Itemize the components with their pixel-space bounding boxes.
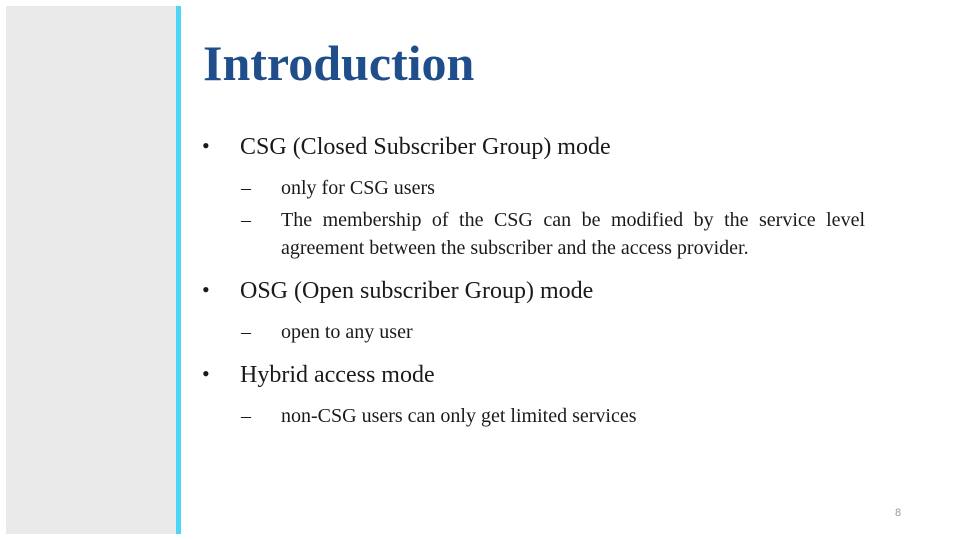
slide-number: 8 — [894, 507, 902, 519]
dash-marker: – — [241, 177, 251, 199]
left-panel — [6, 6, 176, 534]
sub-bullet-csg-users — [200, 174, 865, 202]
sub-bullet-text: only for CSG users — [281, 177, 435, 199]
bullet-text: Hybrid access mode — [240, 362, 435, 388]
bullet-osg-mode — [200, 276, 865, 306]
sub-bullet-csg-membership — [200, 206, 865, 262]
sub-bullet-text: non-CSG users can only get limited services — [281, 405, 637, 427]
sub-bullet-open-to-any — [200, 318, 865, 346]
dash-marker: – — [241, 209, 251, 231]
sub-bullet-text: The membership of the CSG can be modified by the service level agreement between the subscriber and the access provider. — [281, 209, 865, 259]
accent-bar — [176, 6, 181, 534]
bullet-marker: • — [202, 277, 210, 302]
sub-bullet-non-csg — [200, 402, 865, 430]
bullet-marker: • — [202, 361, 210, 386]
slide-body — [200, 132, 865, 430]
bullet-hybrid-mode — [200, 360, 865, 390]
bullet-text: CSG (Closed Subscriber Group) mode — [240, 134, 611, 160]
dash-marker: – — [241, 321, 251, 343]
sub-bullet-text: open to any user — [281, 321, 413, 343]
slide-title: Introduction — [203, 35, 475, 91]
bullet-text: OSG (Open subscriber Group) mode — [240, 278, 594, 304]
bullet-marker: • — [202, 133, 210, 158]
dash-marker: – — [241, 405, 251, 427]
bullet-csg-mode — [200, 132, 865, 162]
